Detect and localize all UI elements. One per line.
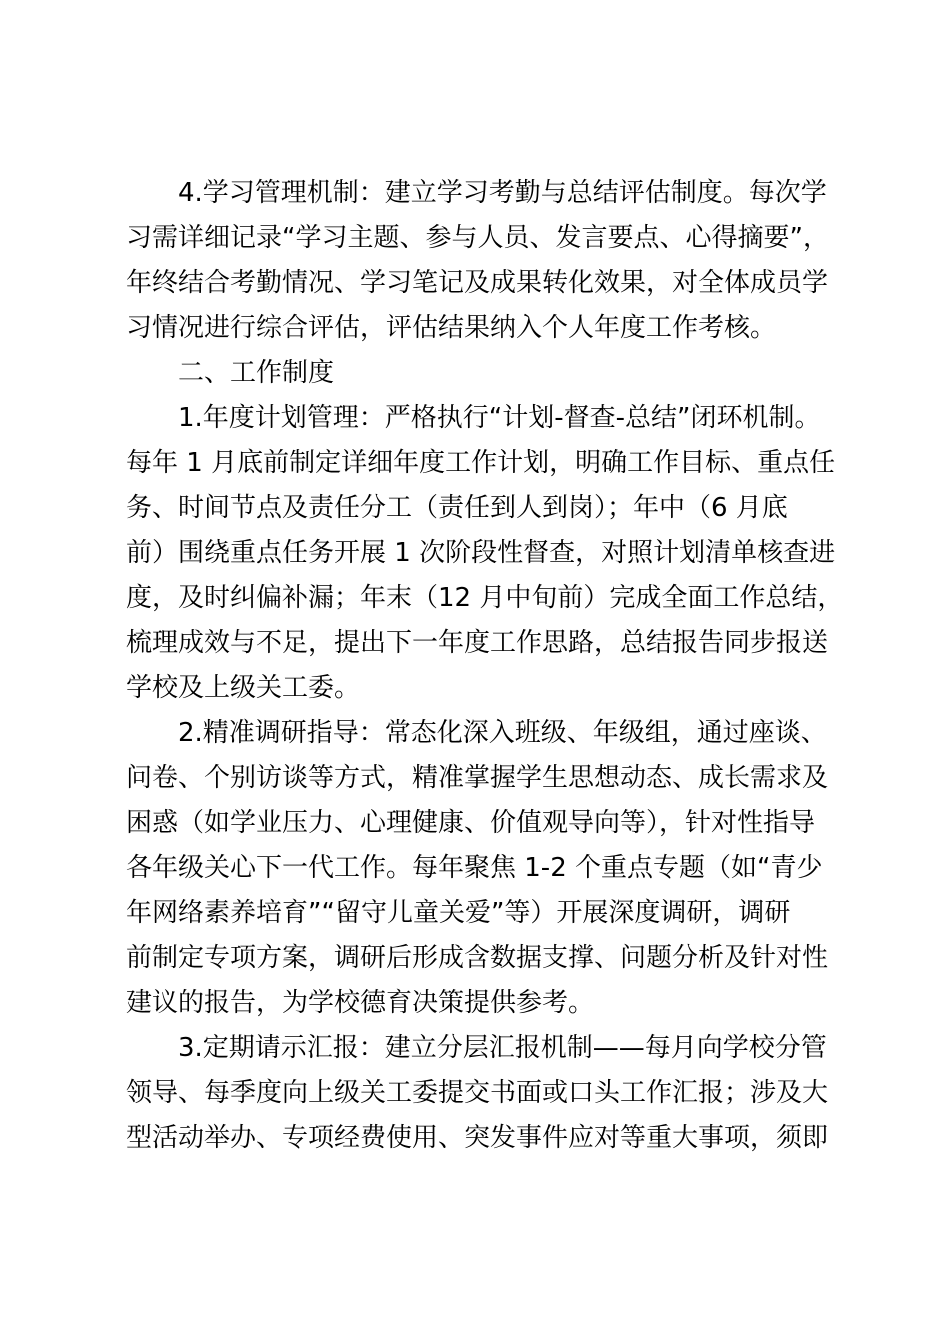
text-line: 领导、每季度向上级关工委提交书面或口头工作汇报；涉及大 xyxy=(126,1078,829,1108)
text-line: 前制定专项方案，调研后形成含数据支撑、问题分析及针对性 xyxy=(126,943,829,973)
text-line: 度，及时纠偏补漏；年末（12 月中旬前）完成全面工作总结， xyxy=(126,583,844,613)
text-line: 困惑（如学业压力、心理健康、价值观导向等），针对性指导 xyxy=(126,808,816,838)
text-line: 各年级关心下一代工作。每年聚焦 1-2 个重点专题（如“青少 xyxy=(126,853,823,883)
text-line: 3.定期请示汇报：建立分层汇报机制——每月向学校分管 xyxy=(178,1033,827,1063)
text-line: 2.精准调研指导：常态化深入班级、年级组，通过座谈、 xyxy=(178,718,827,748)
text-line: 年网络素养培育”“留守儿童关爱”等）开展深度调研，调研 xyxy=(126,898,791,928)
text-line: 前）围绕重点任务开展 1 次阶段性督查，对照计划清单核查进 xyxy=(126,538,836,568)
text-line: 建议的报告，为学校德育决策提供参考。 xyxy=(126,988,595,1018)
text-line: 型活动举办、专项经费使用、突发事件应对等重大事项，须即 xyxy=(126,1123,829,1153)
section-heading: 二、工作制度 xyxy=(178,358,335,388)
text-line: 梳理成效与不足，提出下一年度工作思路，总结报告同步报送 xyxy=(126,628,829,658)
text-line: 4.学习管理机制：建立学习考勤与总结评估制度。每次学 xyxy=(178,178,827,208)
text-line: 问卷、个别访谈等方式，精准掌握学生思想动态、成长需求及 xyxy=(126,763,829,793)
text-line: 习需详细记录“学习主题、参与人员、发言要点、心得摘要”， xyxy=(126,223,829,253)
text-line: 习情况进行综合评估，评估结果纳入个人年度工作考核。 xyxy=(126,313,777,343)
text-line: 年终结合考勤情况、学习笔记及成果转化效果，对全体成员学 xyxy=(126,268,829,298)
text-line: 1.年度计划管理：严格执行“计划-督查-总结”闭环机制。 xyxy=(178,403,821,433)
text-line: 务、时间节点及责任分工（责任到人到岗）；年中（6 月底 xyxy=(126,493,788,523)
text-line: 学校及上级关工委。 xyxy=(126,673,361,703)
text-line: 每年 1 月底前制定详细年度工作计划，明确工作目标、重点任 xyxy=(126,448,836,478)
